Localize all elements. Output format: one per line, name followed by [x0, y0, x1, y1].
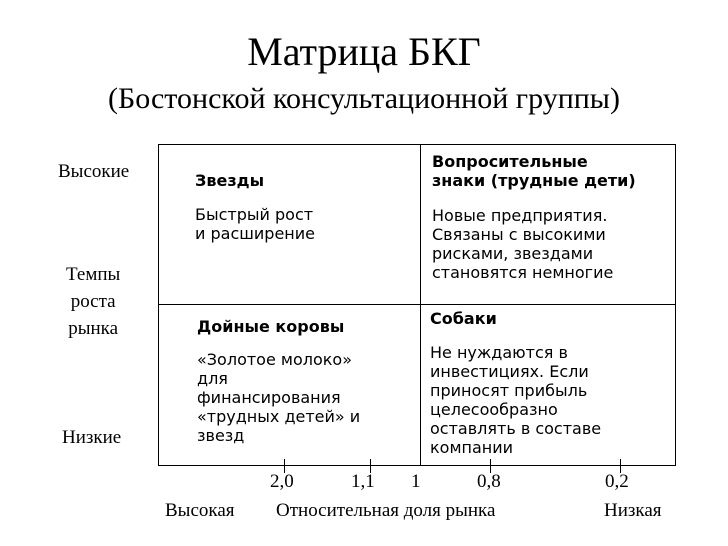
matrix-horizontal-divider	[159, 304, 675, 305]
x-tick-label-3: 1	[411, 471, 421, 492]
x-axis-low-label: Низкая	[604, 500, 662, 521]
quadrant-cash-cows	[197, 317, 360, 445]
quadrant-question-marks-line-2: Связаны с высокими	[432, 225, 606, 244]
quadrant-question-marks-title	[432, 152, 636, 190]
quadrant-stars-text	[195, 205, 315, 243]
y-axis-title	[66, 261, 120, 342]
page-title: Матрица БКГ	[247, 29, 481, 74]
x-tick-label-1: 2,0	[270, 471, 294, 492]
quadrant-question-marks-title-line-2: знаки (трудные дети)	[432, 171, 636, 190]
quadrant-stars-line-1: Быстрый рост	[195, 205, 314, 224]
quadrant-stars-line-2: и расширение	[195, 224, 315, 243]
quadrant-dogs-line-2: инвестициях. Если	[430, 362, 589, 381]
quadrant-question-marks-text	[432, 206, 636, 282]
quadrant-dogs-title: Собаки	[430, 309, 497, 328]
quadrant-question-marks-line-3: рисками, звездами	[432, 244, 594, 263]
quadrant-question-marks-line-1: Новые предприятия.	[432, 206, 608, 225]
quadrant-dogs	[430, 309, 601, 457]
x-axis-high-label: Высокая	[165, 500, 235, 521]
quadrant-question-marks	[432, 152, 636, 282]
quadrant-cash-cows-title: Дойные коровы	[197, 317, 345, 336]
x-tick-label-4: 0,8	[477, 471, 501, 492]
quadrant-cash-cows-text	[197, 350, 360, 445]
page-subtitle: (Бостонской консультационной группы)	[108, 82, 620, 115]
quadrant-cash-cows-line-4: «трудных детей» и	[197, 407, 361, 426]
quadrant-dogs-line-3: приносят прибыль	[430, 381, 588, 400]
x-axis-title: Относительная доля рынка	[276, 500, 496, 521]
y-axis-title-line-2: роста	[70, 291, 116, 312]
matrix-vertical-divider	[420, 145, 421, 465]
quadrant-question-marks-line-4: становятся немногие	[432, 263, 614, 282]
quadrant-cash-cows-line-1: «Золотое молоко»	[197, 350, 353, 369]
quadrant-cash-cows-line-5: звезд	[197, 426, 245, 445]
quadrant-cash-cows-line-2: для	[197, 369, 228, 388]
quadrant-dogs-line-1: Не нуждаются в	[430, 343, 568, 362]
quadrant-question-marks-title-line-1: Вопросительные	[432, 152, 588, 171]
y-axis-title-line-3: рынка	[68, 318, 119, 339]
quadrant-dogs-line-6: компании	[430, 438, 514, 457]
y-axis-high-label: Высокие	[58, 161, 130, 182]
quadrant-dogs-line-5: оставлять в составе	[430, 419, 602, 438]
quadrant-stars	[195, 171, 315, 243]
quadrant-stars-title: Звезды	[195, 171, 265, 190]
y-axis-low-label: Низкие	[62, 427, 122, 448]
quadrant-cash-cows-line-3: финансирования	[197, 388, 341, 407]
x-tick-label-5: 0,2	[605, 471, 629, 492]
quadrant-dogs-text	[430, 343, 601, 457]
quadrant-dogs-line-4: целесообразно	[430, 400, 558, 419]
x-tick-label-2: 1,1	[351, 471, 375, 492]
y-axis-title-line-1: Темпы	[66, 264, 121, 285]
